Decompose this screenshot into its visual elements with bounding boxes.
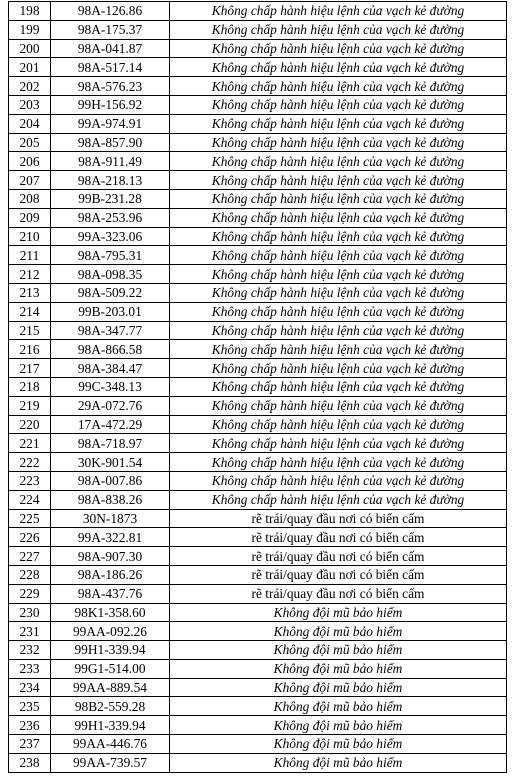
table-row <box>9 359 507 378</box>
violations-table <box>8 1 507 773</box>
table-row <box>9 735 507 754</box>
license-plate-cell: 99A-974.91 <box>51 114 170 133</box>
row-number-cell: 198 <box>9 2 51 21</box>
row-number-cell: 228 <box>9 565 51 584</box>
table-row <box>9 490 507 509</box>
row-number-cell: 204 <box>9 114 51 133</box>
license-plate-cell: 99AA-446.76 <box>51 735 170 754</box>
license-plate-cell: 98A-126.86 <box>51 2 170 21</box>
license-plate-cell: 98A-098.35 <box>51 265 170 284</box>
row-number-cell: 214 <box>9 302 51 321</box>
row-number-cell: 234 <box>9 678 51 697</box>
row-number-cell: 218 <box>9 377 51 396</box>
license-plate-cell: 98A-795.31 <box>51 246 170 265</box>
license-plate-cell: 98A-437.76 <box>51 584 170 603</box>
license-plate-cell: 99B-231.28 <box>51 189 170 208</box>
table-row <box>9 641 507 660</box>
table-row <box>9 697 507 716</box>
violation-cell: Không chấp hành hiệu lệnh của vạch kẻ đường <box>170 133 507 152</box>
row-number-cell: 226 <box>9 528 51 547</box>
license-plate-cell: 98B2-559.28 <box>51 697 170 716</box>
violation-cell: Không chấp hành hiệu lệnh của vạch kẻ đường <box>170 39 507 58</box>
violation-cell: Không chấp hành hiệu lệnh của vạch kẻ đường <box>170 95 507 114</box>
table-row <box>9 716 507 735</box>
violation-cell: Không chấp hành hiệu lệnh của vạch kẻ đường <box>170 490 507 509</box>
table-row <box>9 171 507 190</box>
violation-cell: Không đội mũ bảo hiểm <box>170 641 507 660</box>
row-number-cell: 213 <box>9 283 51 302</box>
row-number-cell: 206 <box>9 152 51 171</box>
violation-cell: Không chấp hành hiệu lệnh của vạch kẻ đường <box>170 152 507 171</box>
violation-cell: Không chấp hành hiệu lệnh của vạch kẻ đường <box>170 171 507 190</box>
violation-cell: Không chấp hành hiệu lệnh của vạch kẻ đường <box>170 189 507 208</box>
table-row <box>9 340 507 359</box>
license-plate-cell: 98K1-358.60 <box>51 603 170 622</box>
violation-cell: Không chấp hành hiệu lệnh của vạch kẻ đường <box>170 265 507 284</box>
row-number-cell: 225 <box>9 509 51 528</box>
violation-cell: rẽ trái/quay đầu nơi có biển cấm <box>170 509 507 528</box>
violation-cell: Không đội mũ bảo hiểm <box>170 622 507 641</box>
table-row <box>9 396 507 415</box>
license-plate-cell: 98A-576.23 <box>51 77 170 96</box>
violation-cell: Không đội mũ bảo hiểm <box>170 716 507 735</box>
violation-cell: Không chấp hành hiệu lệnh của vạch kẻ đường <box>170 415 507 434</box>
table-row <box>9 58 507 77</box>
license-plate-cell: 98A-347.77 <box>51 321 170 340</box>
row-number-cell: 227 <box>9 547 51 566</box>
row-number-cell: 208 <box>9 189 51 208</box>
table-row <box>9 584 507 603</box>
violation-cell: Không chấp hành hiệu lệnh của vạch kẻ đường <box>170 471 507 490</box>
row-number-cell: 212 <box>9 265 51 284</box>
license-plate-cell: 99A-323.06 <box>51 227 170 246</box>
violation-cell: Không chấp hành hiệu lệnh của vạch kẻ đường <box>170 453 507 472</box>
license-plate-cell: 98A-509.22 <box>51 283 170 302</box>
row-number-cell: 205 <box>9 133 51 152</box>
license-plate-cell: 98A-838.26 <box>51 490 170 509</box>
violation-cell: rẽ trái/quay đầu nơi có biển cấm <box>170 584 507 603</box>
row-number-cell: 210 <box>9 227 51 246</box>
row-number-cell: 229 <box>9 584 51 603</box>
license-plate-cell: 98A-517.14 <box>51 58 170 77</box>
table-row <box>9 302 507 321</box>
violation-cell: rẽ trái/quay đầu nơi có biển cấm <box>170 565 507 584</box>
row-number-cell: 202 <box>9 77 51 96</box>
row-number-cell: 220 <box>9 415 51 434</box>
table-row <box>9 377 507 396</box>
violation-cell: Không đội mũ bảo hiểm <box>170 659 507 678</box>
license-plate-cell: 30N-1873 <box>51 509 170 528</box>
row-number-cell: 199 <box>9 20 51 39</box>
violation-cell: Không chấp hành hiệu lệnh của vạch kẻ đường <box>170 2 507 21</box>
row-number-cell: 224 <box>9 490 51 509</box>
violation-cell: Không chấp hành hiệu lệnh của vạch kẻ đường <box>170 114 507 133</box>
row-number-cell: 215 <box>9 321 51 340</box>
row-number-cell: 219 <box>9 396 51 415</box>
table-row <box>9 528 507 547</box>
license-plate-cell: 98A-911.49 <box>51 152 170 171</box>
violation-cell: rẽ trái/quay đầu nơi có biển cấm <box>170 528 507 547</box>
violation-cell: Không chấp hành hiệu lệnh của vạch kẻ đường <box>170 359 507 378</box>
license-plate-cell: 99C-348.13 <box>51 377 170 396</box>
table-row <box>9 434 507 453</box>
row-number-cell: 217 <box>9 359 51 378</box>
table-row <box>9 114 507 133</box>
license-plate-cell: 99H1-339.94 <box>51 641 170 660</box>
violation-cell: Không chấp hành hiệu lệnh của vạch kẻ đường <box>170 302 507 321</box>
license-plate-cell: 98A-007.86 <box>51 471 170 490</box>
table-row <box>9 189 507 208</box>
license-plate-cell: 98A-857.90 <box>51 133 170 152</box>
row-number-cell: 203 <box>9 95 51 114</box>
table-row <box>9 133 507 152</box>
table-row <box>9 659 507 678</box>
violation-cell: Không chấp hành hiệu lệnh của vạch kẻ đường <box>170 20 507 39</box>
row-number-cell: 231 <box>9 622 51 641</box>
table-row <box>9 753 507 772</box>
table-row <box>9 471 507 490</box>
row-number-cell: 221 <box>9 434 51 453</box>
license-plate-cell: 99AA-739.57 <box>51 753 170 772</box>
violation-cell: Không chấp hành hiệu lệnh của vạch kẻ đường <box>170 77 507 96</box>
table-row <box>9 39 507 58</box>
row-number-cell: 237 <box>9 735 51 754</box>
violation-cell: Không chấp hành hiệu lệnh của vạch kẻ đường <box>170 208 507 227</box>
table-row <box>9 603 507 622</box>
table-row <box>9 152 507 171</box>
table-row <box>9 265 507 284</box>
license-plate-cell: 98A-384.47 <box>51 359 170 378</box>
license-plate-cell: 98A-253.96 <box>51 208 170 227</box>
table-row <box>9 415 507 434</box>
license-plate-cell: 98A-718.97 <box>51 434 170 453</box>
violation-cell: Không chấp hành hiệu lệnh của vạch kẻ đường <box>170 246 507 265</box>
table-row <box>9 208 507 227</box>
table-row <box>9 20 507 39</box>
table-row <box>9 246 507 265</box>
table-row <box>9 547 507 566</box>
row-number-cell: 232 <box>9 641 51 660</box>
table-row <box>9 565 507 584</box>
table-row <box>9 227 507 246</box>
violation-cell: Không đội mũ bảo hiểm <box>170 678 507 697</box>
row-number-cell: 238 <box>9 753 51 772</box>
table-row <box>9 95 507 114</box>
row-number-cell: 236 <box>9 716 51 735</box>
violation-cell: Không đội mũ bảo hiểm <box>170 697 507 716</box>
row-number-cell: 207 <box>9 171 51 190</box>
table-row <box>9 321 507 340</box>
license-plate-cell: 99B-203.01 <box>51 302 170 321</box>
violation-cell: Không chấp hành hiệu lệnh của vạch kẻ đường <box>170 321 507 340</box>
violation-cell: Không chấp hành hiệu lệnh của vạch kẻ đường <box>170 377 507 396</box>
violation-cell: Không đội mũ bảo hiểm <box>170 735 507 754</box>
license-plate-cell: 98A-218.13 <box>51 171 170 190</box>
license-plate-cell: 29A-072.76 <box>51 396 170 415</box>
violation-cell: Không chấp hành hiệu lệnh của vạch kẻ đường <box>170 283 507 302</box>
license-plate-cell: 99H1-339.94 <box>51 716 170 735</box>
license-plate-cell: 98A-175.37 <box>51 20 170 39</box>
violation-cell: Không đội mũ bảo hiểm <box>170 603 507 622</box>
row-number-cell: 222 <box>9 453 51 472</box>
license-plate-cell: 99AA-092.26 <box>51 622 170 641</box>
row-number-cell: 201 <box>9 58 51 77</box>
violation-cell: rẽ trái/quay đầu nơi có biển cấm <box>170 547 507 566</box>
table-row <box>9 678 507 697</box>
violation-cell: Không chấp hành hiệu lệnh của vạch kẻ đường <box>170 227 507 246</box>
license-plate-cell: 30K-901.54 <box>51 453 170 472</box>
row-number-cell: 216 <box>9 340 51 359</box>
license-plate-cell: 98A-866.58 <box>51 340 170 359</box>
license-plate-cell: 98A-186.26 <box>51 565 170 584</box>
license-plate-cell: 99H-156.92 <box>51 95 170 114</box>
row-number-cell: 233 <box>9 659 51 678</box>
table-row <box>9 453 507 472</box>
table-row <box>9 283 507 302</box>
license-plate-cell: 98A-907.30 <box>51 547 170 566</box>
table-row <box>9 509 507 528</box>
license-plate-cell: 99G1-514.00 <box>51 659 170 678</box>
row-number-cell: 211 <box>9 246 51 265</box>
table-body <box>9 2 507 773</box>
table-row <box>9 77 507 96</box>
row-number-cell: 223 <box>9 471 51 490</box>
license-plate-cell: 17A-472.29 <box>51 415 170 434</box>
table-row <box>9 622 507 641</box>
violation-cell: Không chấp hành hiệu lệnh của vạch kẻ đường <box>170 396 507 415</box>
row-number-cell: 209 <box>9 208 51 227</box>
license-plate-cell: 98A-041.87 <box>51 39 170 58</box>
violation-cell: Không chấp hành hiệu lệnh của vạch kẻ đường <box>170 434 507 453</box>
table-row <box>9 2 507 21</box>
violation-cell: Không chấp hành hiệu lệnh của vạch kẻ đường <box>170 340 507 359</box>
row-number-cell: 235 <box>9 697 51 716</box>
license-plate-cell: 99A-322.81 <box>51 528 170 547</box>
license-plate-cell: 99AA-889.54 <box>51 678 170 697</box>
violation-cell: Không chấp hành hiệu lệnh của vạch kẻ đường <box>170 58 507 77</box>
violation-cell: Không đội mũ bảo hiểm <box>170 753 507 772</box>
row-number-cell: 200 <box>9 39 51 58</box>
row-number-cell: 230 <box>9 603 51 622</box>
